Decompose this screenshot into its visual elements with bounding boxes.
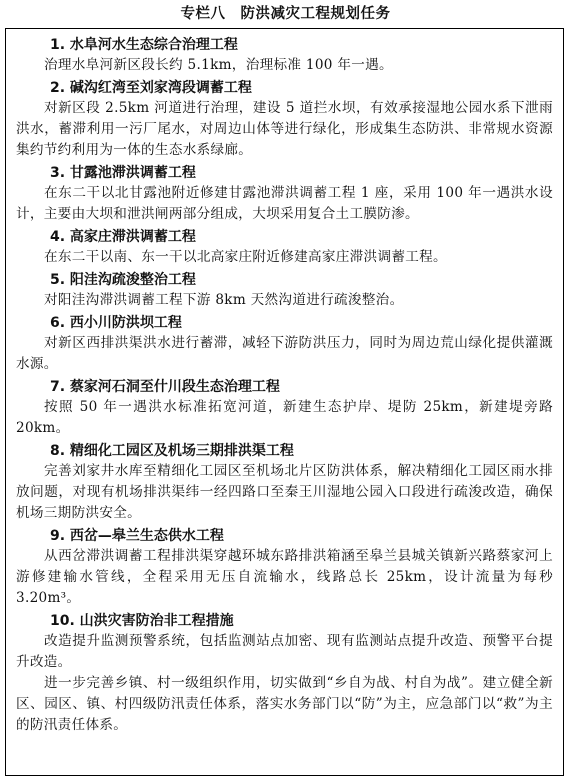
section-paragraph: 按照 50 年一遇洪水标准拓宽河道，新建生态护岸、堤防 25km，新建堤旁路 20km。 — [16, 399, 553, 436]
section-title: 8. 精细化工园区及机场三期排洪渠工程 — [50, 443, 294, 459]
section-title: 9. 西岔—皋兰生态供水工程 — [50, 528, 224, 544]
section-title: 1. 水阜河水生态综合治理工程 — [50, 37, 238, 53]
section-title: 2. 碱沟红湾至刘家湾段调蓄工程 — [50, 80, 252, 96]
section-paragraph: 对阳洼沟滞洪调蓄工程下游 8km 天然沟道进行疏浚整治。 — [44, 292, 404, 308]
section-paragraph: 对新区西排洪渠洪水进行蓄滞，减轻下游防洪压力，同时为周边荒山绿化提供灌溉水源。 — [16, 335, 553, 372]
section-paragraph: 改造提升监测预警系统，包括监测站点加密、现有监测站点提升改造、预警平台提升改造。 — [16, 633, 553, 670]
section-title: 7. 蔡家河石洞至什川段生态治理工程 — [50, 379, 280, 395]
section-paragraph: 在东二干以南、东一干以北高家庄附近修建高家庄滞洪调蓄工程。 — [44, 249, 447, 265]
section-paragraph: 对新区段 2.5km 河道进行治理，建设 5 道拦水坝，有效承接湿地公园水系下泄雨洪水，蓄滞利用一污厂尾水，对周边山体等进行绿化，形成集生态防洪、非常规水资源集约节约利用为一体的生态水系绿廊。 — [16, 100, 553, 158]
section-title: 3. 甘露池滞洪调蓄工程 — [50, 165, 196, 181]
section-paragraph: 在东二干以北甘露池附近修建甘露池滞洪调蓄工程 1 座，采用 100 年一遇洪水设计，主要由大坝和泄洪闸两部分组成，大坝采用复合土工膜防渗。 — [16, 185, 553, 222]
section-paragraph: 从西岔滞洪调蓄工程排洪渠穿越环城东路排洪箱涵至皋兰县城关镇新兴路蔡家河上游修建输水管线，全程采用无压自流输水，线路总长 25km，设计流量为每秒 3.20m³。 — [16, 548, 553, 606]
section-title: 6. 西小川防洪坝工程 — [50, 315, 182, 331]
section-title: 5. 阳洼沟疏浚整治工程 — [50, 272, 196, 288]
section-paragraph: 完善刘家井水库至精细化工园区至机场北片区防洪体系，解决精细化工园区雨水排放问题，对现有机场排洪渠纬一经四路口至秦王川湿地公园入口段进行疏浚改造，确保机场三期防洪安全。 — [16, 463, 553, 521]
page-title: 专栏八 防洪减灾工程规划任务 — [180, 6, 391, 22]
section-paragraph: 治理水阜河新区段长约 5.1km，治理标准 100 年一遇。 — [44, 57, 393, 73]
content-box — [5, 28, 564, 776]
section-title: 10. 山洪灾害防治非工程措施 — [50, 613, 234, 629]
section-paragraph: 进一步完善乡镇、村一级组织作用，切实做到“乡自为战、村自为战”。建立健全新区、园区、镇、村四级防汛责任体系，落实水务部门以“防”为主，应急部门以“救”为主的防汛责任体系。 — [16, 675, 553, 733]
section-title: 4. 高家庄滞洪调蓄工程 — [50, 229, 196, 245]
